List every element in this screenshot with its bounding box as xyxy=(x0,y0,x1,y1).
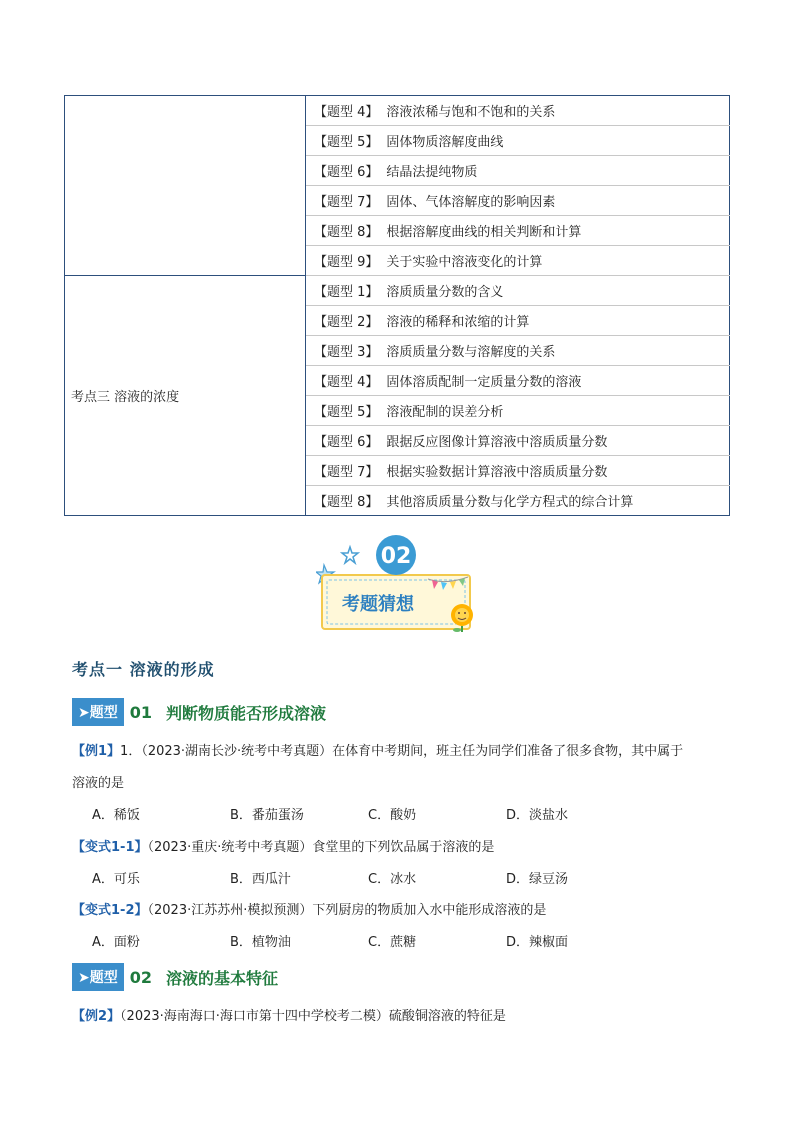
topic-cell xyxy=(306,426,730,456)
question-type-number: 01 xyxy=(129,702,152,722)
topic-tag: 【题型 3】 xyxy=(314,345,379,360)
option-c: C．蔗糖 xyxy=(368,935,417,950)
topic-tag: 【题型 7】 xyxy=(314,465,379,480)
section-badge xyxy=(316,533,480,633)
table-row xyxy=(65,276,730,306)
option-a: A．面粉 xyxy=(92,935,140,950)
option-b: B．植物油 xyxy=(230,935,291,950)
topic-tag: 【题型 1】 xyxy=(314,285,379,300)
topic-cell xyxy=(306,246,730,276)
option-c: C．酸奶 xyxy=(368,808,417,823)
example-text: 1．（2023·湖南长沙·统考中考真题）在体育中考期间，班主任为同学们准备了很多食物，其中属于 xyxy=(120,744,684,759)
topic-tag: 【题型 4】 xyxy=(314,105,379,120)
option-d: D．辣椒面 xyxy=(506,935,569,950)
topic-text: 关于实验中溶液变化的计算 xyxy=(386,255,543,270)
option-b: B．西瓜汁 xyxy=(230,872,291,887)
option-d: D．绿豆汤 xyxy=(506,872,569,887)
topic-cell xyxy=(306,126,730,156)
star-icon xyxy=(342,547,358,563)
option-d: D．淡盐水 xyxy=(506,808,569,823)
topic-cell xyxy=(306,336,730,366)
topic-cell xyxy=(306,486,730,516)
table-row xyxy=(65,96,730,126)
question-type-title: 溶液的基本特征 xyxy=(166,968,279,988)
topic-text: 根据实验数据计算溶液中溶质质量分数 xyxy=(386,465,608,480)
question-type-label: ➤题型 xyxy=(72,698,124,726)
variant-tag: 【变式1-2】 xyxy=(72,903,148,918)
example-1-line-1 xyxy=(72,740,683,759)
question-type-number: 02 xyxy=(129,967,152,987)
option-a: A．可乐 xyxy=(92,872,140,887)
group-cell-empty xyxy=(65,96,306,276)
example-text: （2023·海南海口·海口市第十四中学校考二模）硫酸铜溶液的特征是 xyxy=(120,1009,506,1024)
topic-text: 溶液配制的误差分析 xyxy=(386,405,504,420)
topic-tag: 【题型 2】 xyxy=(314,315,379,330)
topic-tag: 【题型 8】 xyxy=(314,495,379,510)
topic-table xyxy=(64,95,730,516)
example-tag: 【例2】 xyxy=(72,1009,121,1024)
topic-tag: 【题型 6】 xyxy=(314,435,379,450)
topic-text: 结晶法提纯物质 xyxy=(386,165,478,180)
topic-tag: 【题型 6】 xyxy=(314,165,379,180)
topic-text: 溶液的稀释和浓缩的计算 xyxy=(386,315,530,330)
topic-text: 跟据反应图像计算溶液中溶质质量分数 xyxy=(386,435,608,450)
topic-cell xyxy=(306,306,730,336)
topic-cell xyxy=(306,186,730,216)
topic-text: 固体、气体溶解度的影响因素 xyxy=(386,195,556,210)
section-title: 考点一 溶液的形成 xyxy=(72,660,215,679)
question-type-title: 判断物质能否形成溶液 xyxy=(166,703,327,723)
topic-text: 溶质质量分数的含义 xyxy=(386,285,504,300)
variant-1-1 xyxy=(72,836,494,855)
variant-1-2-options xyxy=(92,931,644,950)
question-type-label: ➤题型 xyxy=(72,963,124,991)
variant-text: （2023·江苏苏州·模拟预测）下列厨房的物质加入水中能形成溶液的是 xyxy=(147,903,547,918)
topic-cell xyxy=(306,456,730,486)
example-1-options xyxy=(92,804,644,823)
example-1-line-2: 溶液的是 xyxy=(72,776,125,791)
variant-1-2 xyxy=(72,899,546,918)
topic-text: 根据溶解度曲线的相关判断和计算 xyxy=(386,225,582,240)
topic-cell xyxy=(306,396,730,426)
topic-text: 固体溶质配制一定质量分数的溶液 xyxy=(386,375,582,390)
topic-cell xyxy=(306,156,730,186)
topic-tag: 【题型 7】 xyxy=(314,195,379,210)
topic-tag: 【题型 8】 xyxy=(314,225,379,240)
topic-cell xyxy=(306,366,730,396)
topic-cell xyxy=(306,276,730,306)
option-a: A．稀饭 xyxy=(92,808,140,823)
topic-text: 固体物质溶解度曲线 xyxy=(386,135,504,150)
example-2 xyxy=(72,1005,506,1024)
topic-text: 溶质质量分数与溶解度的关系 xyxy=(386,345,556,360)
question-type-header xyxy=(72,962,278,992)
example-tag: 【例1】 xyxy=(72,744,121,759)
group-label: 考点三 溶液的浓度 xyxy=(71,390,180,405)
topic-tag: 【题型 5】 xyxy=(314,405,379,420)
option-c: C．冰水 xyxy=(368,872,417,887)
variant-tag: 【变式1-1】 xyxy=(72,840,148,855)
topic-text: 其他溶质质量分数与化学方程式的综合计算 xyxy=(386,495,634,510)
option-b: B．番茄蛋汤 xyxy=(230,808,304,823)
variant-1-1-options xyxy=(92,868,644,887)
badge-number: 02 xyxy=(380,544,412,569)
topic-cell xyxy=(306,96,730,126)
group-cell-label xyxy=(65,276,306,516)
topic-tag: 【题型 5】 xyxy=(314,135,379,150)
topic-tag: 【题型 4】 xyxy=(314,375,379,390)
topic-tag: 【题型 9】 xyxy=(314,255,379,270)
topic-cell xyxy=(306,216,730,246)
topic-text: 溶液浓稀与饱和不饱和的关系 xyxy=(386,105,556,120)
variant-text: （2023·重庆·统考中考真题）食堂里的下列饮品属于溶液的是 xyxy=(147,840,495,855)
question-type-header xyxy=(72,697,326,727)
badge-title: 考题猜想 xyxy=(342,594,414,615)
